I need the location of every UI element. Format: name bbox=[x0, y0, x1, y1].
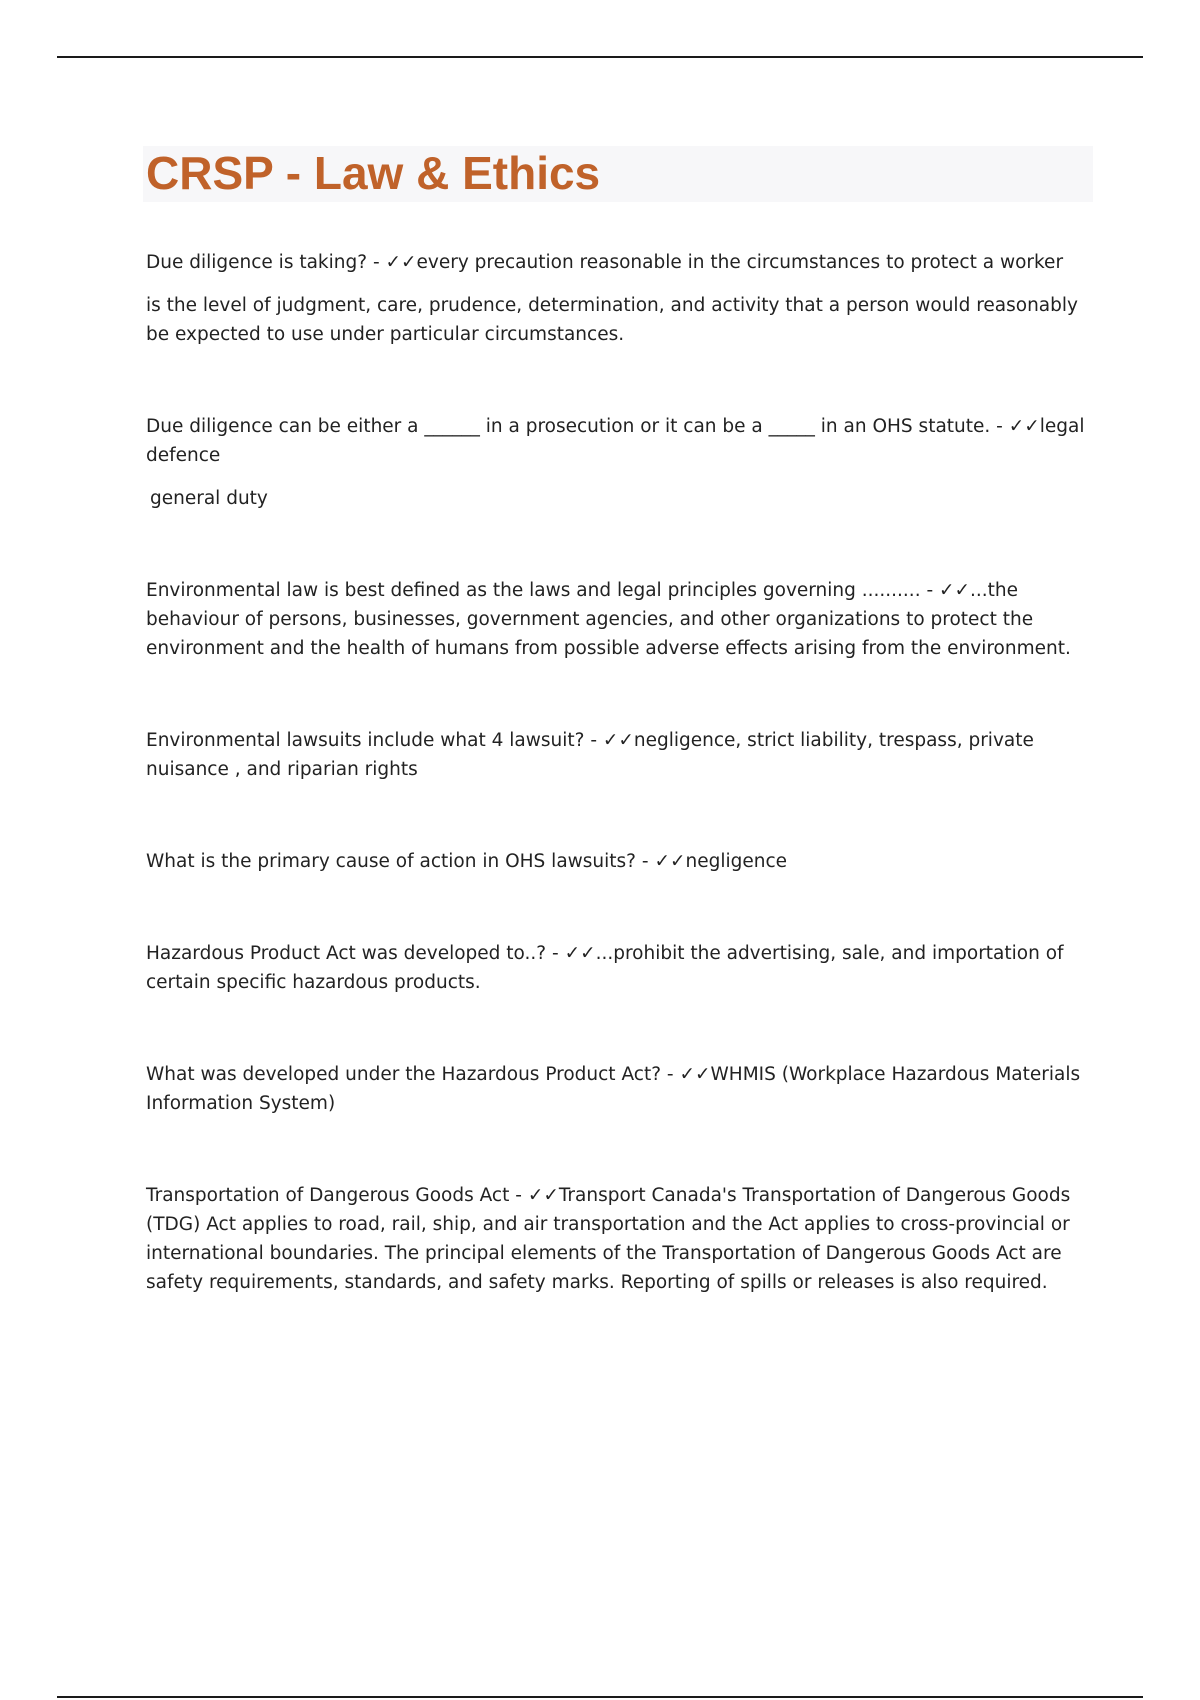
entry-7 bbox=[146, 1060, 1098, 1118]
entry-6-question: Hazardous Product Act was developed to..? - bbox=[146, 943, 565, 964]
check-mark-icon: ✓✓ bbox=[679, 1064, 711, 1085]
entry-7-answer: WHMIS (Workplace Hazardous Materials Information System) bbox=[146, 1064, 1081, 1114]
entry-6 bbox=[146, 939, 1098, 997]
entry-2-extra: general duty bbox=[150, 488, 268, 509]
entry-5 bbox=[146, 847, 1098, 876]
flashcard-list bbox=[146, 248, 1098, 1297]
entry-7-question: What was developed under the Hazardous Product Act? - bbox=[146, 1064, 680, 1085]
entry-8-question: Transportation of Dangerous Goods Act - bbox=[146, 1185, 528, 1206]
entry-3-answer: ...the behaviour of persons, businesses, government agencies, and other organizations to protect the environment and the health of humans from possible adverse effects arising from the environment. bbox=[146, 580, 1071, 659]
entry-1-extra: is the level of judgment, care, prudence, determination, and activity that a person would reasonably be expected to use under particular circumstances. bbox=[146, 295, 1078, 345]
entry-3-question: Environmental law is best defined as the laws and legal principles governing .......... - bbox=[146, 580, 940, 601]
entry-8 bbox=[146, 1181, 1098, 1297]
check-mark-icon: ✓✓ bbox=[1008, 416, 1040, 437]
entry-8-answer: Transport Canada's Transportation of Dangerous Goods (TDG) Act applies to road, rail, ship, and air transportation and the Act applies to cross-provincial or international boundaries. The principal elements of the Transportation of Dangerous Goods Act are safety requirements, standards, and safety marks. Reporting of spills or releases is also required. bbox=[146, 1185, 1071, 1293]
entry-1-answer: every precaution reasonable in the circumstances to protect a worker bbox=[416, 252, 1064, 273]
entry-6-answer: ...prohibit the advertising, sale, and importation of certain specific hazardous products. bbox=[146, 943, 1064, 993]
header-rule bbox=[57, 56, 1143, 58]
check-mark-icon: ✓✓ bbox=[385, 252, 417, 273]
check-mark-icon: ✓✓ bbox=[939, 580, 971, 601]
entry-1 bbox=[146, 248, 1098, 277]
entry-3 bbox=[146, 576, 1098, 663]
entry-4 bbox=[146, 726, 1098, 784]
check-mark-icon: ✓✓ bbox=[654, 851, 686, 872]
check-mark-icon: ✓✓ bbox=[564, 943, 596, 964]
footer-rule bbox=[57, 1696, 1143, 1698]
entry-1-question: Due diligence is taking? - bbox=[146, 252, 386, 273]
entry-2-question: Due diligence can be either a ______ in a prosecution or it can be a _____ in an OHS statute. - bbox=[146, 416, 1009, 437]
entry-2 bbox=[146, 412, 1098, 470]
entry-4-question: Environmental lawsuits include what 4 lawsuit? - bbox=[146, 730, 603, 751]
check-mark-icon: ✓✓ bbox=[527, 1185, 559, 1206]
entry-5-question: What is the primary cause of action in OHS lawsuits? - bbox=[146, 851, 655, 872]
entry-4-answer: negligence, strict liability, trespass, private nuisance , and riparian rights bbox=[146, 730, 1034, 780]
entry-2-answer: legal defence bbox=[146, 416, 1085, 466]
entry-5-answer: negligence bbox=[685, 851, 788, 872]
page-title: CRSP - Law & Ethics bbox=[146, 147, 601, 199]
check-mark-icon: ✓✓ bbox=[602, 730, 634, 751]
